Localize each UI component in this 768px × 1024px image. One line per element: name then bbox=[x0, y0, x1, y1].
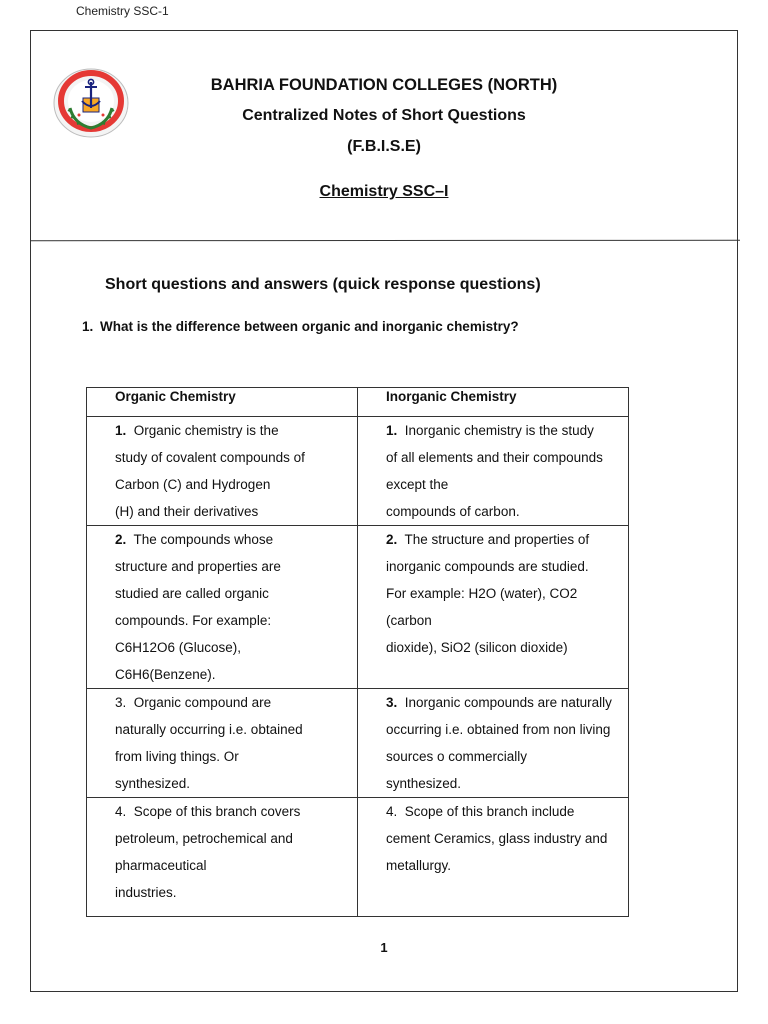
board-name: (F.B.I.S.E) bbox=[347, 138, 421, 155]
question-1 bbox=[82, 319, 519, 334]
cell-line: compounds of carbon. bbox=[386, 504, 520, 519]
cell-line: Inorganic chemistry is the study bbox=[404, 423, 594, 438]
inorganic-cell bbox=[358, 417, 629, 526]
cell-line: metallurgy. bbox=[386, 858, 452, 873]
item-number: 2. bbox=[386, 532, 398, 547]
organic-cell bbox=[87, 689, 358, 798]
cell-line: inorganic compounds are studied. bbox=[386, 559, 589, 574]
cell-line: (H) and their derivatives bbox=[115, 504, 259, 519]
table-row bbox=[87, 689, 629, 798]
page-number: 1 bbox=[380, 940, 388, 955]
table-header-row bbox=[87, 388, 629, 417]
cell-line: structure and properties are bbox=[115, 559, 281, 574]
cell-line: Scope of this branch include bbox=[404, 804, 575, 819]
cell-line: C6H6(Benzene). bbox=[115, 667, 216, 682]
item-number: 2. bbox=[115, 532, 127, 547]
cell-line: industries. bbox=[115, 885, 177, 900]
cell-line: (carbon bbox=[386, 613, 432, 628]
section-heading: Short questions and answers (quick response questions) bbox=[105, 276, 541, 293]
cell-line: synthesized. bbox=[386, 776, 462, 791]
item-number: 3. bbox=[386, 695, 398, 710]
cell-line: For example: H2O (water), CO2 bbox=[386, 586, 578, 601]
cell-line: studied are called organic bbox=[115, 586, 269, 601]
table-row bbox=[87, 798, 629, 917]
cell-line: Scope of this branch covers bbox=[133, 804, 301, 819]
header-inorganic: Inorganic Chemistry bbox=[358, 388, 629, 417]
item-number: 3. bbox=[115, 695, 127, 710]
organic-cell bbox=[87, 798, 358, 917]
cell-line: pharmaceutical bbox=[115, 858, 207, 873]
cell-line: sources o commercially bbox=[386, 749, 528, 764]
inorganic-cell bbox=[358, 798, 629, 917]
item-number: 1. bbox=[115, 423, 127, 438]
cell-line: dioxide), SiO2 (silicon dioxide) bbox=[386, 640, 568, 655]
running-header: Chemistry SSC-1 bbox=[76, 4, 169, 18]
cell-line: The structure and properties of bbox=[404, 532, 590, 547]
cell-line: cement Ceramics, glass industry and bbox=[386, 831, 608, 846]
table-row bbox=[87, 526, 629, 689]
cell-line: naturally occurring i.e. obtained bbox=[115, 722, 303, 737]
table-row bbox=[87, 417, 629, 526]
header-organic: Organic Chemistry bbox=[87, 388, 358, 417]
cell-line: Organic chemistry is the bbox=[133, 423, 279, 438]
cell-line: Carbon (C) and Hydrogen bbox=[115, 477, 271, 492]
cell-line: petroleum, petrochemical and bbox=[115, 831, 293, 846]
cell-line: study of covalent compounds of bbox=[115, 450, 305, 465]
question-text: What is the difference between organic and inorganic chemistry? bbox=[100, 319, 519, 334]
inorganic-cell bbox=[358, 526, 629, 689]
notes-subtitle: Centralized Notes of Short Questions bbox=[242, 107, 526, 124]
cell-line: occurring i.e. obtained from non living bbox=[386, 722, 611, 737]
question-number: 1. bbox=[82, 319, 94, 334]
item-number: 1. bbox=[386, 423, 398, 438]
cell-line: C6H12O6 (Glucose), bbox=[115, 640, 242, 655]
item-number: 4. bbox=[115, 804, 127, 819]
inorganic-cell bbox=[358, 689, 629, 798]
cell-line: of all elements and their compounds bbox=[386, 450, 603, 465]
cell-line: Inorganic compounds are naturally bbox=[404, 695, 612, 710]
cell-line: synthesized. bbox=[115, 776, 191, 791]
cell-line: from living things. Or bbox=[115, 749, 239, 764]
item-number: 4. bbox=[386, 804, 398, 819]
comparison-table bbox=[86, 387, 629, 917]
cell-line: except the bbox=[386, 477, 449, 492]
organic-cell bbox=[87, 526, 358, 689]
course-title: Chemistry SSC–I bbox=[319, 183, 449, 200]
organic-cell bbox=[87, 417, 358, 526]
cell-line: Organic compound are bbox=[133, 695, 272, 710]
cell-line: compounds. For example: bbox=[115, 613, 272, 628]
institution-name: BAHRIA FOUNDATION COLLEGES (NORTH) bbox=[210, 76, 558, 94]
cell-line: The compounds whose bbox=[133, 532, 274, 547]
